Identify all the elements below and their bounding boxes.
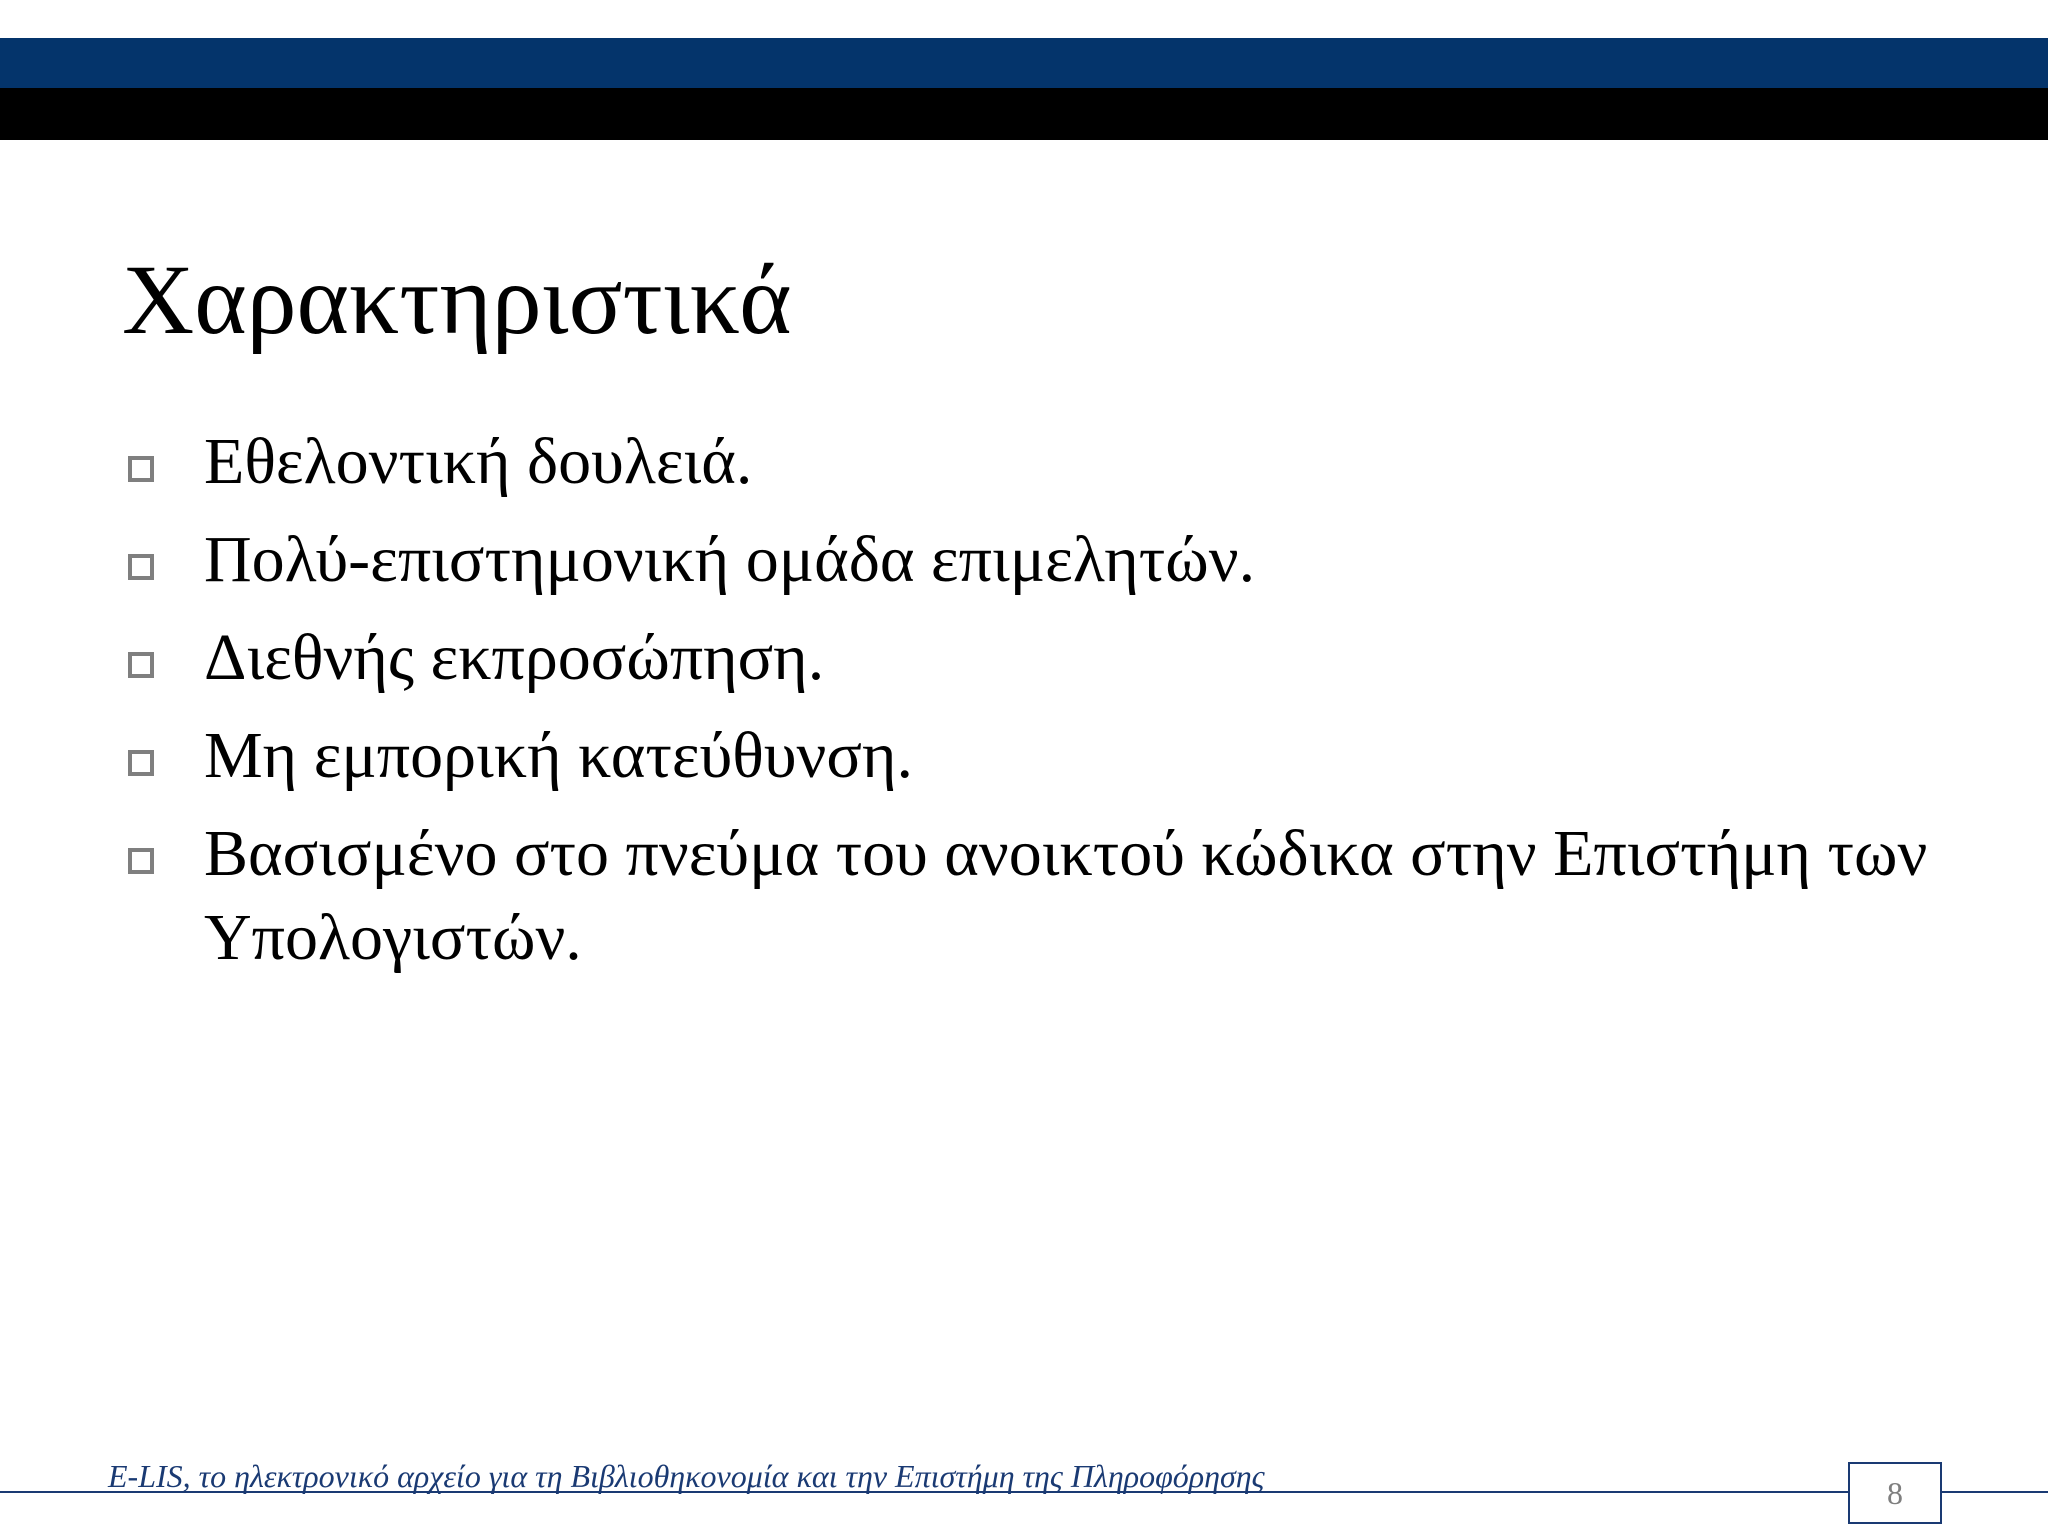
bullet-item — [128, 714, 1948, 798]
bullet-item — [128, 616, 1948, 700]
bullet-text: Εθελοντική δουλειά. — [204, 425, 753, 498]
bullet-text: Μη εμπορική κατεύθυνση. — [204, 719, 913, 792]
square-bullet-icon — [128, 750, 154, 776]
bullet-item — [128, 518, 1948, 602]
square-bullet-icon — [128, 554, 154, 580]
header-band-black — [0, 88, 2048, 140]
bullet-item — [128, 420, 1948, 504]
slide-title: Χαρακτηριστικά — [122, 244, 792, 355]
bullet-item — [128, 812, 1948, 980]
bullet-text: Διεθνής εκπροσώπηση. — [204, 621, 825, 694]
footer-caption: E-LIS, το ηλεκτρονικό αρχείο για τη Βιβλιοθηκονομία και την Επιστήμη της Πληροφόρησης — [108, 1458, 1265, 1494]
page-number: 8 — [1848, 1462, 1942, 1524]
header-band-blue — [0, 38, 2048, 88]
square-bullet-icon — [128, 652, 154, 678]
bullet-text: Πολύ-επιστημονική ομάδα επιμελητών. — [204, 523, 1256, 596]
bullet-list — [128, 420, 1948, 994]
square-bullet-icon — [128, 456, 154, 482]
square-bullet-icon — [128, 848, 154, 874]
bullet-text: Βασισμένο στο πνεύμα του ανοικτού κώδικα στην Επιστήμη των Υπολογιστών. — [204, 817, 1928, 974]
